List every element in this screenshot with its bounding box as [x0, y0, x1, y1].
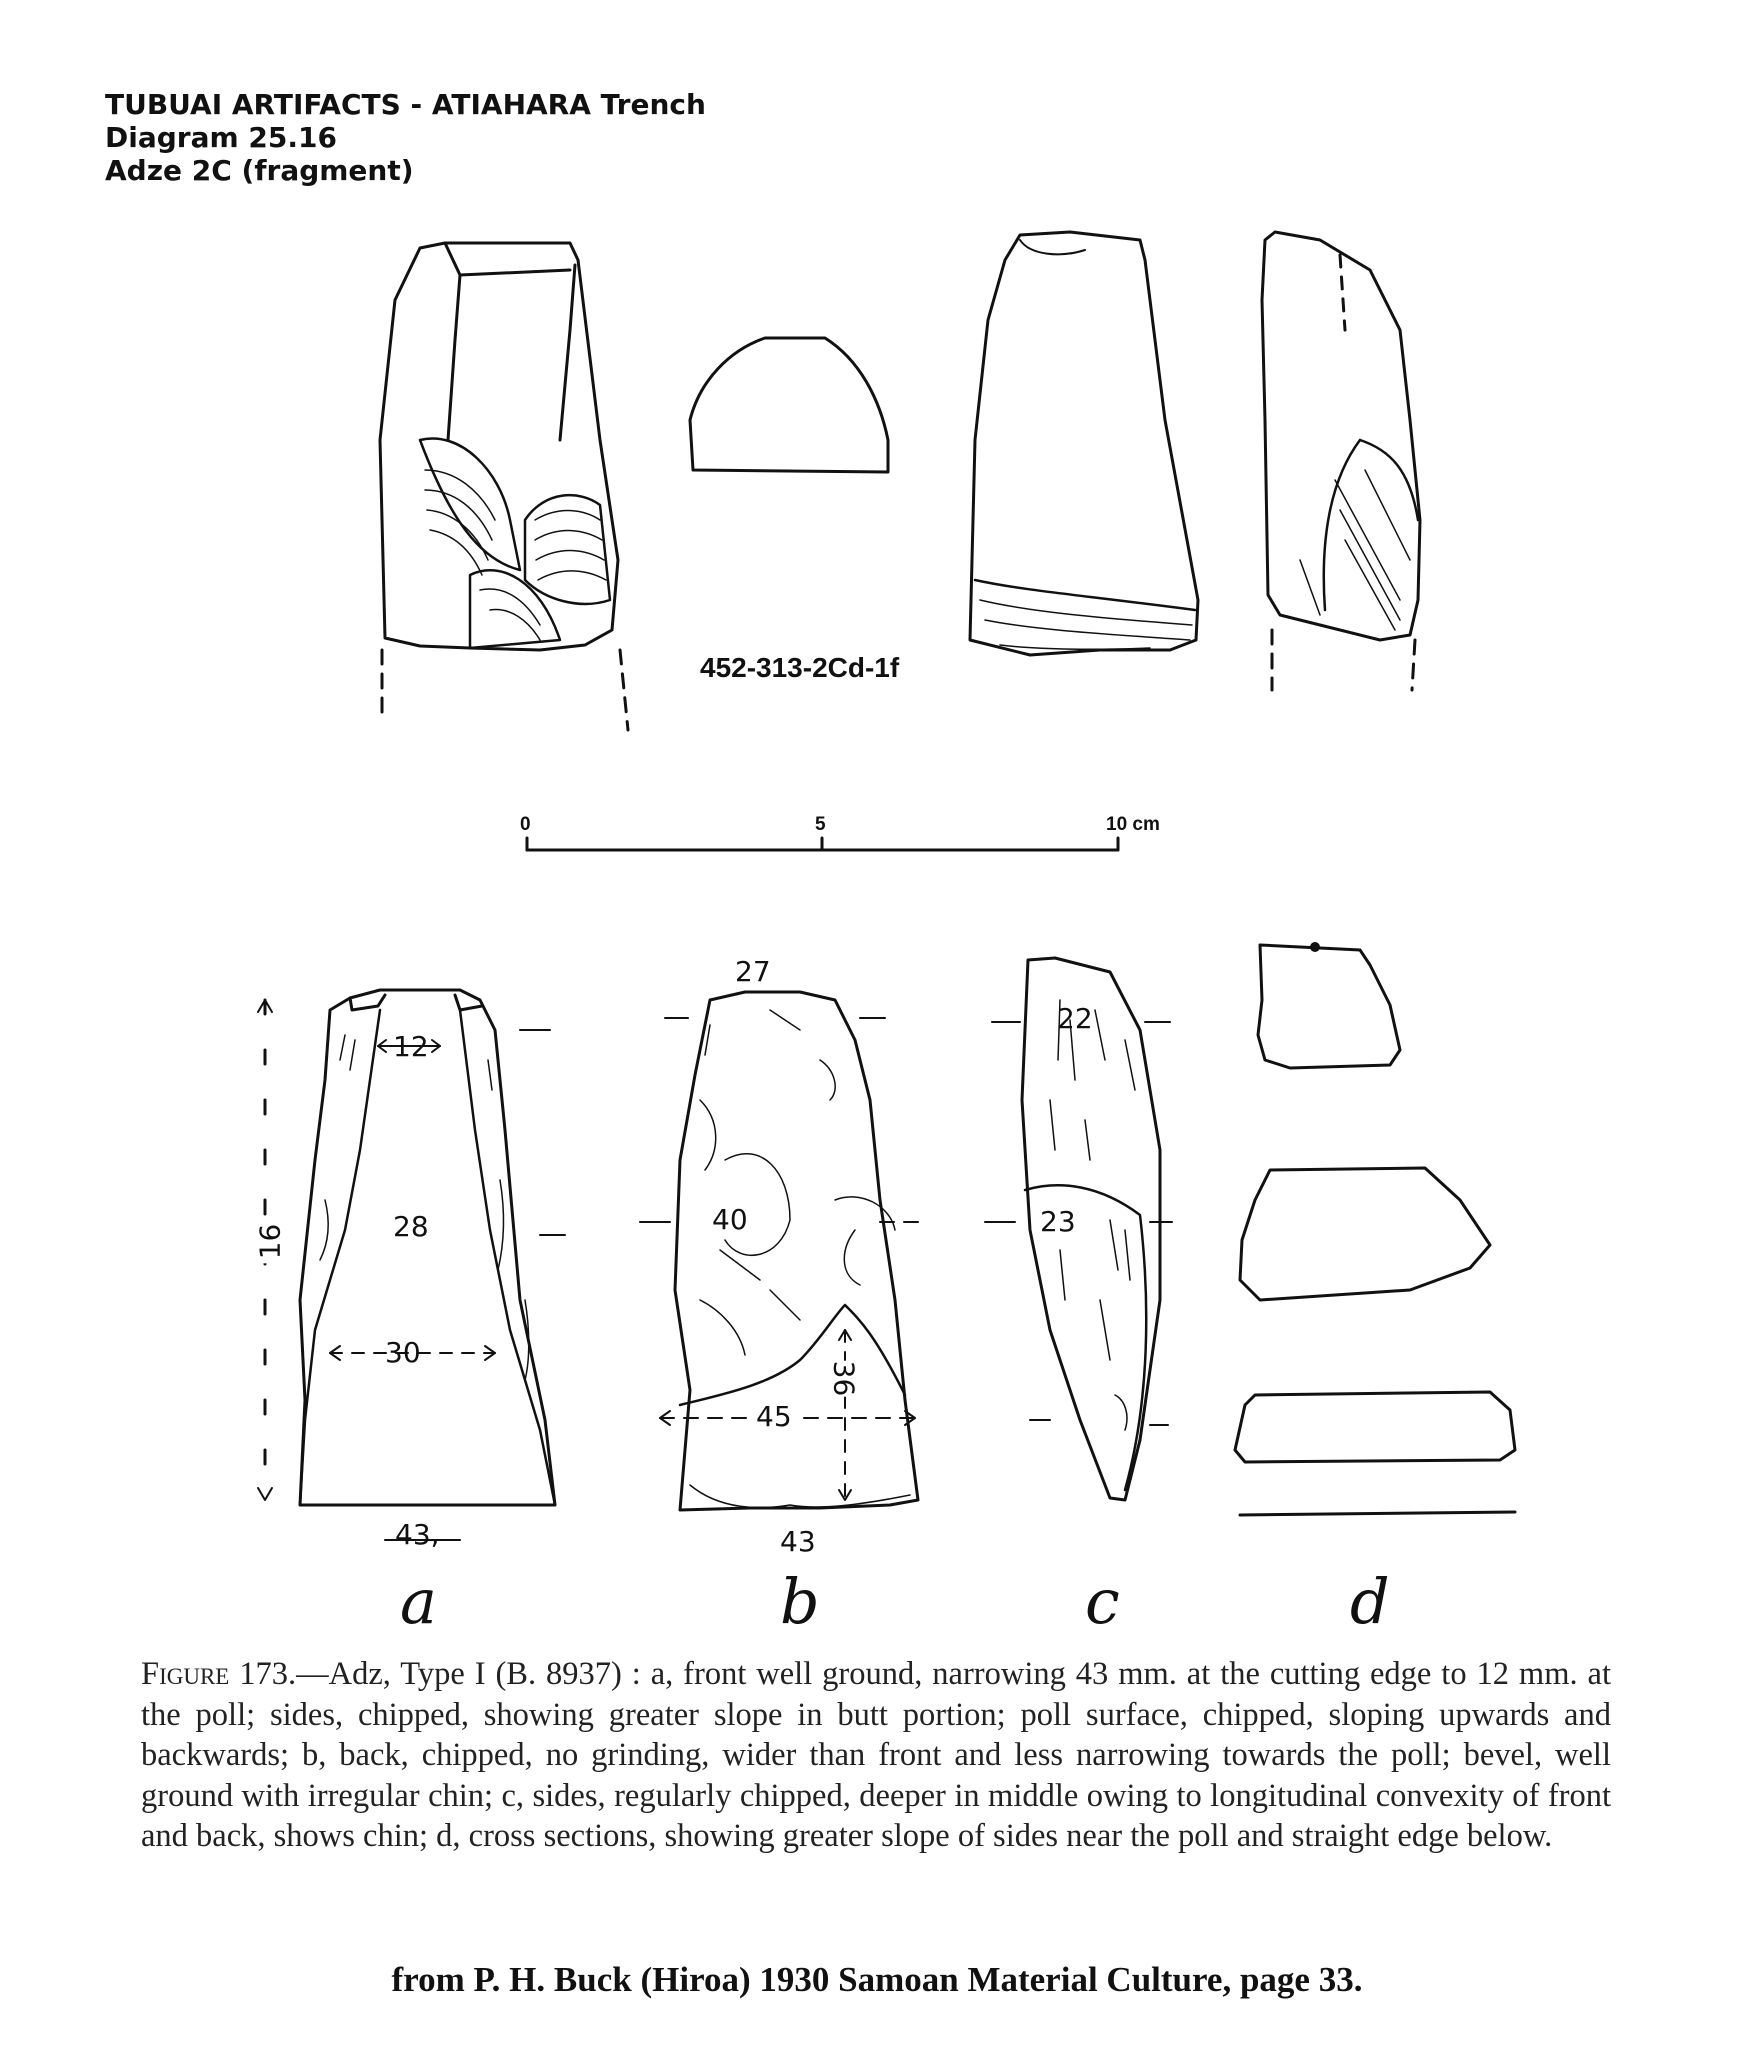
fragment-back-view [970, 232, 1198, 655]
measure-a-poll: 12 [393, 1030, 429, 1063]
scale-label-0: 0 [520, 814, 531, 835]
measure-b-mid: 40 [712, 1203, 748, 1236]
header-diagram-number: Diagram 25.16 [105, 121, 337, 154]
measure-a-mid: 28 [393, 1210, 429, 1243]
cross-section-poll [1258, 945, 1400, 1068]
scale-label-5: 5 [815, 814, 826, 835]
measure-c-top: 22 [1057, 1002, 1093, 1035]
cross-section-middle [1240, 1168, 1490, 1300]
measure-a-bottom: 43, [395, 1518, 440, 1551]
header-title: TUBUAI ARTIFACTS - ATIAHARA Trench [105, 88, 706, 121]
scale-bar [527, 838, 1118, 850]
fragment-cross-section [690, 338, 888, 472]
specimen-id: 452-313-2Cd-1f [700, 652, 900, 683]
view-c-side [985, 958, 1172, 1500]
fragment-side-view [1262, 232, 1420, 690]
measure-b-chin: 36 [827, 1360, 861, 1397]
caption-figure-label: Figure 173. [141, 1656, 297, 1692]
measure-c-mid: 23 [1040, 1205, 1076, 1238]
fragment-front-view [380, 243, 628, 730]
panel-label-d: d [1350, 1565, 1390, 1638]
view-a-front [258, 990, 565, 1540]
panel-label-b: b [780, 1565, 820, 1638]
caption-text: —Adz, Type I (B. 8937) : a, front well ground, narrowing 43 mm. at the cutting edge to 12 mm. at the poll; sides, chipped, showing greater slope in butt portion; poll surface, chipped, sloping upwards and backwards; b, back, chipped, no grinding, wider than front and less narrowing towards the poll; bevel, well ground with irregular chin; c, sides, regularly chipped, deeper in middle owing to longitudinal convexity of front and back, shows chin; d, cross sections, showing greater slope of sides near the poll and straight edge below. [141, 1656, 1611, 1854]
measure-a-lower: 30 [385, 1336, 421, 1369]
source-citation: from P. H. Buck (Hiroa) 1930 Samoan Material Culture, page 33. [391, 1960, 1363, 1999]
header-subtitle: Adze 2C (fragment) [105, 154, 414, 187]
measure-b-lower: 45 [752, 1400, 796, 1433]
measure-b-bottom: 43 [780, 1525, 816, 1558]
scale-label-10cm: 10 cm [1106, 814, 1160, 835]
view-d-cross-sections [1235, 942, 1515, 1515]
measure-b-top: 27 [735, 955, 771, 988]
measure-a-length: 16 [253, 1220, 286, 1264]
straight-edge-line [1240, 1512, 1515, 1515]
cross-section-edge [1235, 1392, 1515, 1462]
panel-label-c: c [1085, 1565, 1120, 1638]
panel-label-a: a [400, 1565, 437, 1638]
figure-caption [141, 1654, 1611, 1857]
